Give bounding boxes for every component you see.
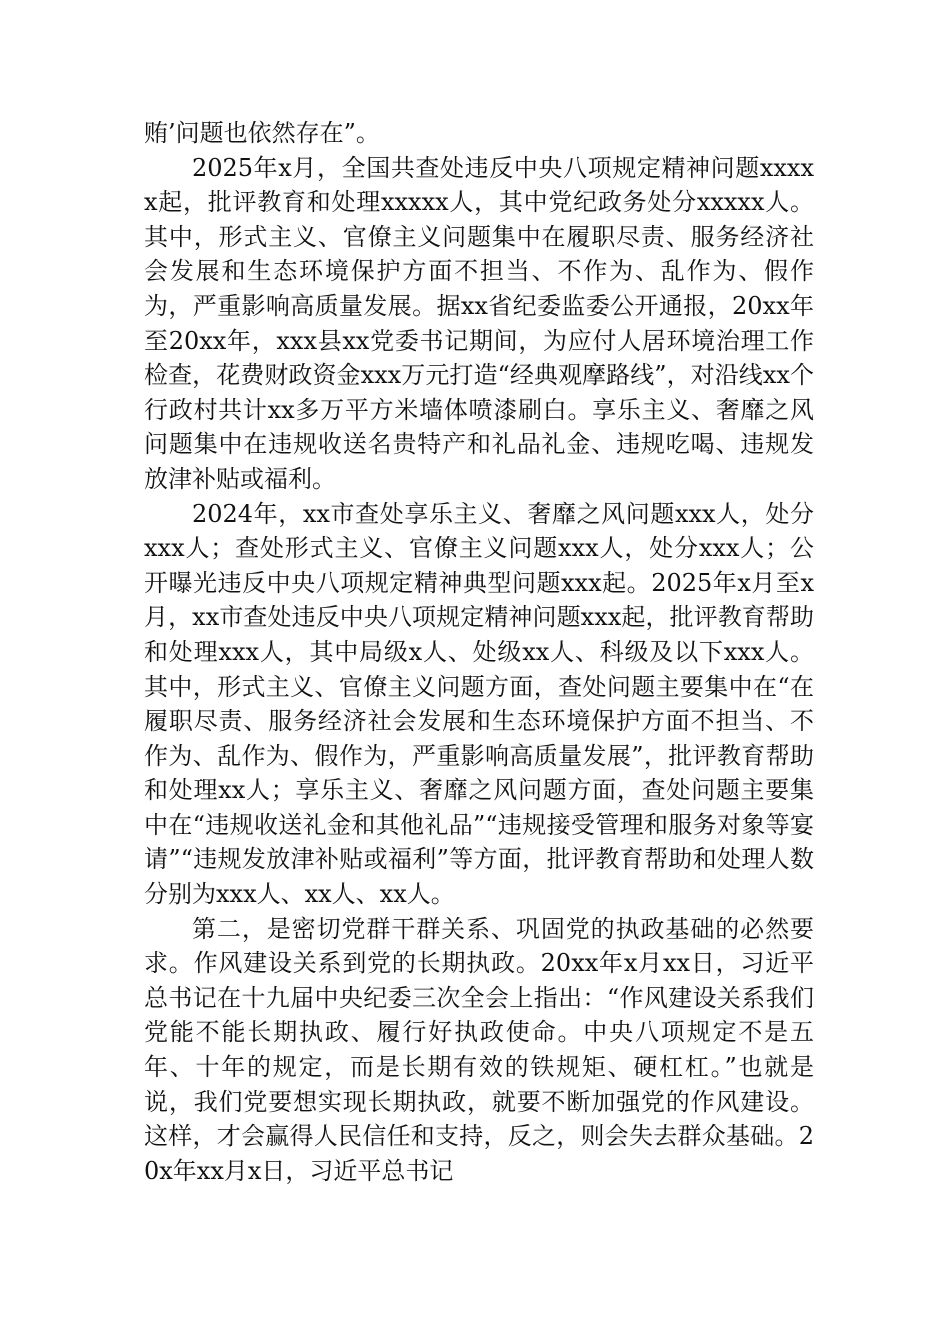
paragraph-national-statistics: 2025年x月，全国共查处违反中央八项规定精神问题xxxxx起，批评教育和处理xxxxx人，其中党纪政务处分xxxxx人。其中，形式主义、官僚主义问题集中在履职尽责、服务经济社会发展和生态环境保护方面不担当、不作为、乱作为、假作为，严重影响高质量发展。据xx省纪委监委公开通报，20xx年至20xx年，xxx县xx党委书记期间，为应付人居环境治理工作检查，花费财政资金xxx万元打造“经典观摩路线”，对沿线xx个行政村共计xx多万平方米墙体喷漆刷白。享乐主义、奢靡之风问题集中在违规收送名贵特产和礼品礼金、违规吃喝、违规发放津补贴或福利。: [144, 153, 814, 493]
paragraph-city-statistics: 2024年，xx市查处享乐主义、奢靡之风问题xxx人，处分xxx人；查处形式主义、官僚主义问题xxx人，处分xxx人；公开曝光违反中央八项规定精神典型问题xxx起。2025年x月至x月，xx市查处违反中央八项规定精神问题xxx起，批评教育帮助和处理xxx人，其中局级x人、处级xx人、科级及以下xxx人。其中，形式主义、官僚主义问题方面，查处问题主要集中在“在履职尽责、服务经济社会发展和生态环境保护方面不担当、不作为、乱作为、假作为，严重影响高质量发展”，批评教育帮助和处理xx人；享乐主义、奢靡之风问题方面，查处问题主要集中在“违规收送礼金和其他礼品”“违规接受管理和服务对象等宴请”“违规发放津补贴或福利”等方面，批评教育帮助和处理人数分别为xxx人、xx人、xx人。: [144, 499, 814, 909]
document-body: [144, 116, 814, 1188]
paragraph-continuation: 贿’问题也依然存在”。: [144, 119, 380, 147]
paragraph-second-point: 第二，是密切党群干群关系、巩固党的执政基础的必然要求。作风建设关系到党的长期执政。20xx年x月xx日，习近平总书记在十九届中央纪委三次全会上指出：“作风建设关系我们党能不能长期执政、履行好执政使命。中央八项规定不是五年、十年的规定，而是长期有效的铁规矩、硬杠杠。”也就是说，我们党要想实现长期执政，就要不断加强党的作风建设。这样，才会赢得人民信任和支持，反之，则会失去群众基础。20x年xx月x日，习近平总书记: [144, 914, 814, 1185]
